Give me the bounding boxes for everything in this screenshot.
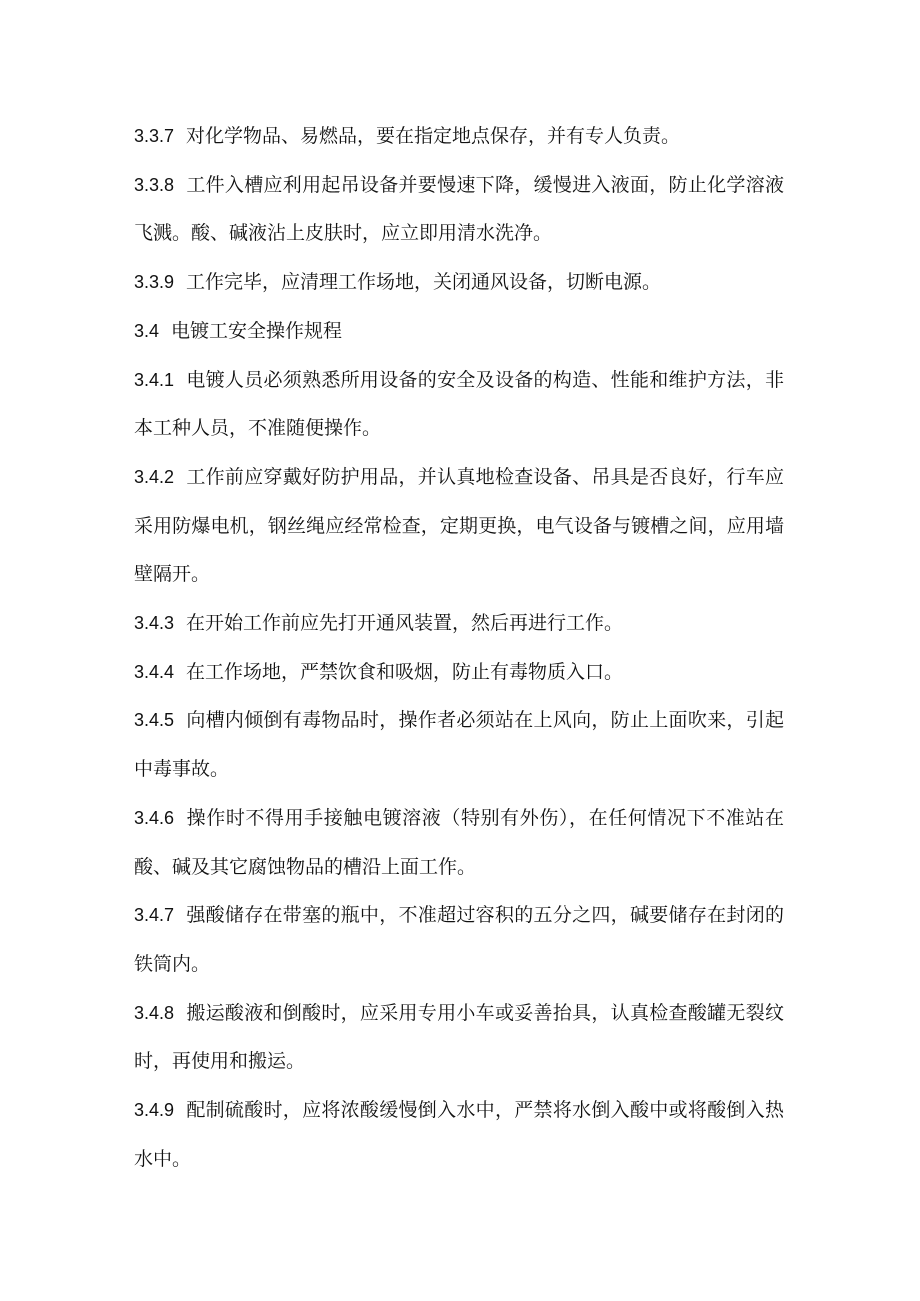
paragraph-number: 3.4.7 xyxy=(134,905,175,926)
paragraph-number: 3.3.9 xyxy=(134,272,175,293)
paragraph-number: 3.4.6 xyxy=(134,807,175,828)
paragraph-3-3-8 xyxy=(134,161,784,258)
paragraph-3-4-7 xyxy=(134,891,784,988)
section-title: 电镀工安全操作规程 xyxy=(171,319,343,342)
section-heading-3-4 xyxy=(134,307,784,356)
paragraph-3-4-8 xyxy=(134,989,784,1086)
paragraph-text: 操作时不得用手接触电镀溶液（特别有外伤），在任何情况下不准站在酸、碱及其它腐蚀物品的槽沿上面工作。 xyxy=(134,806,784,878)
paragraph-number: 3.4.4 xyxy=(134,661,175,682)
paragraph-text: 对化学物品、易燃品，要在指定地点保存，并有专人负责。 xyxy=(186,125,681,147)
paragraph-text: 向槽内倾倒有毒物品时，操作者必须站在上风向，防止上面吹来，引起中毒事故。 xyxy=(134,709,784,781)
paragraph-number: 3.3.8 xyxy=(134,174,175,195)
document-body xyxy=(134,112,784,1183)
paragraph-number: 3.4.3 xyxy=(134,613,175,634)
paragraph-number: 3.3.7 xyxy=(134,126,175,146)
paragraph-3-3-9 xyxy=(134,258,784,307)
paragraph-3-4-2 xyxy=(134,453,784,599)
paragraph-3-4-1 xyxy=(134,356,784,453)
paragraph-number: 3.4.8 xyxy=(134,1002,175,1023)
paragraph-3-4-6 xyxy=(134,794,784,891)
paragraph-number: 3.4.9 xyxy=(134,1100,175,1121)
paragraph-text: 在开始工作前应先打开通风装置，然后再进行工作。 xyxy=(186,612,624,635)
paragraph-3-4-3 xyxy=(134,599,784,648)
section-number: 3.4 xyxy=(134,320,160,341)
paragraph-text: 强酸储存在带塞的瓶中，不准超过容积的五分之四，碱要储存在封闭的铁筒内。 xyxy=(134,904,784,975)
paragraph-text: 电镀人员必须熟悉所用设备的安全及设备的构造、性能和维护方法，非本工种人员，不准随便操作。 xyxy=(134,368,784,440)
paragraph-3-4-5 xyxy=(134,696,784,793)
paragraph-text: 在工作场地，严禁饮食和吸烟，防止有毒物质入口。 xyxy=(186,660,624,683)
paragraph-text: 工件入槽应利用起吊设备并要慢速下降，缓慢进入液面，防止化学溶液飞溅。酸、碱液沾上皮肤时，应立即用清水洗净。 xyxy=(134,173,784,245)
paragraph-3-4-4 xyxy=(134,648,784,697)
paragraph-3-3-7 xyxy=(134,112,784,161)
paragraph-text: 工作前应穿戴好防护用品，并认真地检查设备、吊具是否良好，行车应采用防爆电机，钢丝绳应经常检查，定期更换，电气设备与镀槽之间，应用墙壁隔开。 xyxy=(134,465,784,586)
paragraph-number: 3.4.5 xyxy=(134,710,175,731)
paragraph-text: 配制硫酸时，应将浓酸缓慢倒入水中，严禁将水倒入酸中或将酸倒入热水中。 xyxy=(134,1099,784,1170)
paragraph-text: 搬运酸液和倒酸时，应采用专用小车或妥善抬具，认真检查酸罐无裂纹时，再使用和搬运。 xyxy=(134,1001,784,1073)
paragraph-number: 3.4.1 xyxy=(134,369,175,390)
paragraph-text: 工作完毕，应清理工作场地，关闭通风设备，切断电源。 xyxy=(186,271,662,294)
paragraph-number: 3.4.2 xyxy=(134,466,175,487)
paragraph-3-4-9 xyxy=(134,1086,784,1183)
